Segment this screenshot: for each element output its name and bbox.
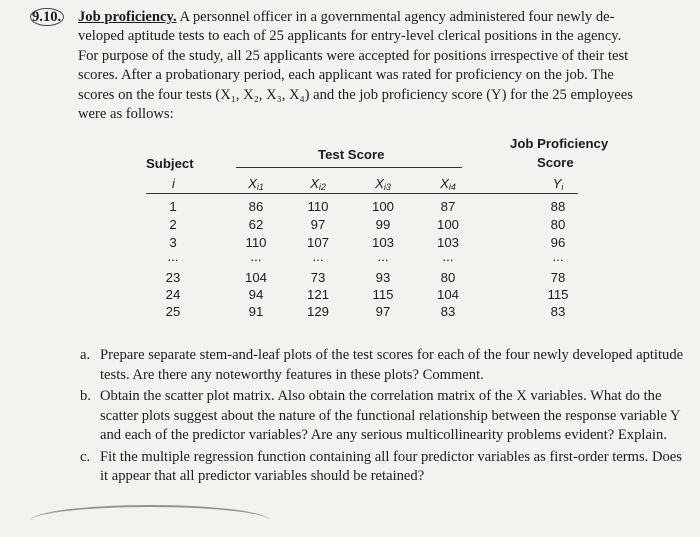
- col-header-x1: $X_{i1}$: [248, 176, 264, 192]
- problem-title: Job proficiency.: [78, 9, 177, 25]
- question-c: [72, 448, 692, 487]
- question-text: Prepare separate stem-and-leaf plots of the test scores for each of the four newly developed aptitude tests. Are there any noteworthy features in these plots? Comment.: [100, 347, 684, 383]
- problem-line-2: veloped aptitude tests to each of 25 applicants for entry-level clerical positions in the agency.: [78, 28, 622, 45]
- problem-number: 9.10.: [30, 8, 78, 27]
- data-table: Subject i Test Score Job Proficiency Score $X_{i1}$ $X_{i2}$ $X_{i3}$ $X_{i4}$ $Y_i$ 1 86 110 100 87 88 2 62 97 99 100 80 3 110 107 103 103 96 ... ... ... ... ... ... 23 104 73 93 80 78 24 94 121 115 104 115 25 91 129 97 83 83: [146, 136, 609, 319]
- col-header-x2: $X_{i2}$: [310, 176, 326, 192]
- question-text: Obtain the scatter plot matrix. Also obtain the correlation matrix of the X variables. What do the scatter plots suggest about the nature of the functional relationship between the response variable Y and each of the predictor variables? Are any serious multicollinearity problems evident? Explain.: [100, 388, 681, 443]
- subject-header: Subject: [146, 156, 194, 171]
- question-b: [72, 387, 692, 446]
- job-proficiency-header: Job Proficiency: [510, 136, 609, 151]
- question-a: [72, 346, 692, 385]
- subject-var: i: [172, 176, 175, 191]
- job-score-header: Score: [537, 155, 574, 170]
- question-text: Fit the multiple regression function containing all four predictor variables as first-order terms. Does it appear that all predictor variables should be retained?: [100, 448, 682, 484]
- questions-list: [72, 346, 692, 487]
- question-label: c.: [80, 448, 91, 465]
- test-score-header: Test Score: [318, 147, 385, 162]
- problem-line-1: A personnel officer in a governmental agency administered four newly de-: [179, 9, 615, 25]
- header-rule: [146, 193, 578, 194]
- question-label: a.: [80, 347, 91, 363]
- problem-line-6: were as follows:: [78, 106, 174, 123]
- problem-line-3: For purpose of the study, all 25 applicants were accepted for positions irrespective of their test: [78, 47, 629, 64]
- problem-line-5: scores on the four tests (X₁, X₂, X₃, X₄) and the job proficiency score (Y) for the 25 employees: [78, 86, 633, 103]
- problem-line-4: scores. After a probationary period, each applicant was rated for proficiency on the job. The: [78, 67, 614, 84]
- col-header-x4: $X_{i4}$: [440, 176, 456, 192]
- col-header-y: $Y_i$: [552, 176, 564, 192]
- question-label: b.: [80, 388, 91, 404]
- page-edge-arc: [30, 505, 270, 537]
- col-header-x3: $X_{i3}$: [375, 176, 391, 192]
- test-score-rule: [236, 167, 462, 168]
